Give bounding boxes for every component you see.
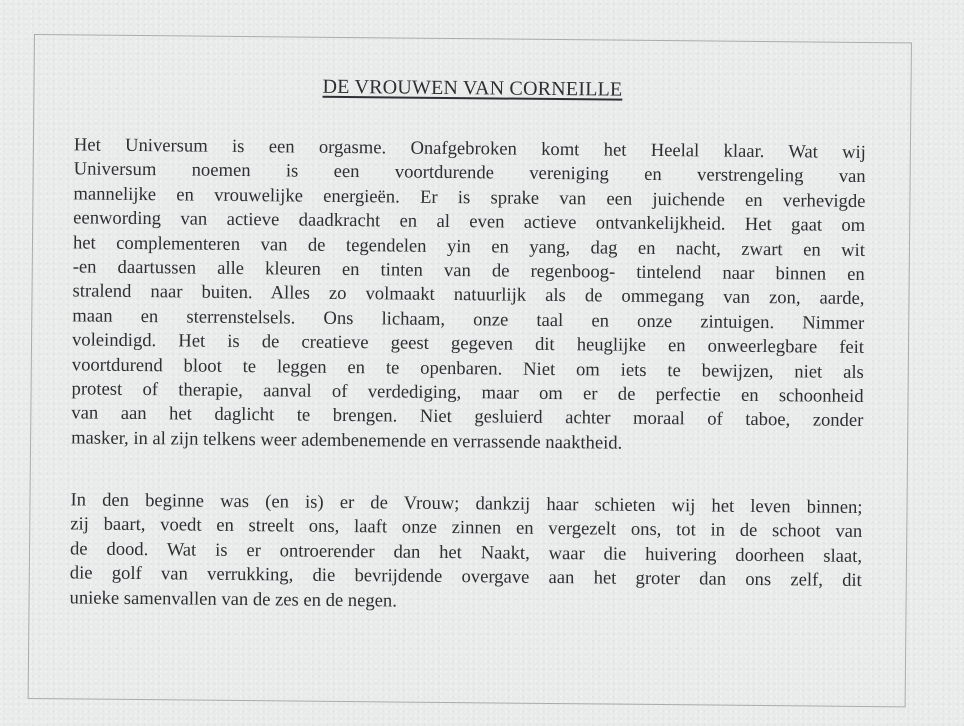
text-line: die golf van verrukking, die bevrijdende overgave aan het groter dan ons zelf, dit <box>69 562 862 592</box>
document-title: DE VROUWEN VAN CORNEILLE <box>322 75 623 101</box>
document-frame <box>28 34 912 707</box>
paragraph-1 <box>71 133 866 458</box>
text-line: zij baart, voedt en streelt ons, laaft onze zinnen en vergezelt ons, tot in de schoot van <box>70 513 863 543</box>
text-line: protest of therapie, aanval of verdediging, maar om er de perfectie en schoonheid <box>71 378 864 407</box>
paragraph-2 <box>69 488 862 618</box>
text-line: stralend naar buiten. Alles zo volmaakt natuurlijk als de ommegang van zon, aarde, <box>72 280 865 310</box>
text-line: voleindigd. Het is de creatieve geest gegeven dit heuglijke en onweerlegbare feit <box>71 329 865 359</box>
text-line: van aan het daglicht te brengen. Niet gesluierd achter moraal of taboe, zonder <box>71 402 864 432</box>
text-line: In den beginne was (en is) er de Vrouw; dankzij haar schieten wij het leven binnen; <box>70 489 863 518</box>
text-line: mannelijke en vrouwelijke energieën. Er is sprake van een juichende en verhevigde <box>73 183 866 212</box>
text-line: -en daartussen alle kleuren en tinten van de regenboog- tintelend naar binnen en <box>72 256 865 285</box>
text-line: eenwording van actieve daadkracht en al even actieve ontvankelijkheid. Het gaat om <box>73 207 866 237</box>
text-line: maan en sterrenstelsels. Ons lichaam, onze taal en onze zintuigen. Nimmer <box>72 305 865 334</box>
text-line: Universum noemen is een voortdurende vereniging en verstrengeling van <box>73 158 866 188</box>
text-line: voortdurend bloot te leggen en te openbaren. Niet om iets te bewijzen, niet als <box>71 353 864 383</box>
text-line: de dood. Wat is er ontroerender dan het Naakt, waar die huivering doorheen slaat, <box>69 538 863 567</box>
text-line: het complementeren van de tegendelen yin en yang, dag en nacht, zwart en wit <box>72 231 866 261</box>
text-line: unieke samenvallen van de zes en de negen. <box>69 586 398 612</box>
text-line: Het Universum is een orgasme. Onafgebroken komt het Heelal klaar. Wat wij <box>73 134 867 163</box>
text-line: masker, in al zijn telkens weer adembenemende en verrassende naaktheid. <box>71 427 623 454</box>
